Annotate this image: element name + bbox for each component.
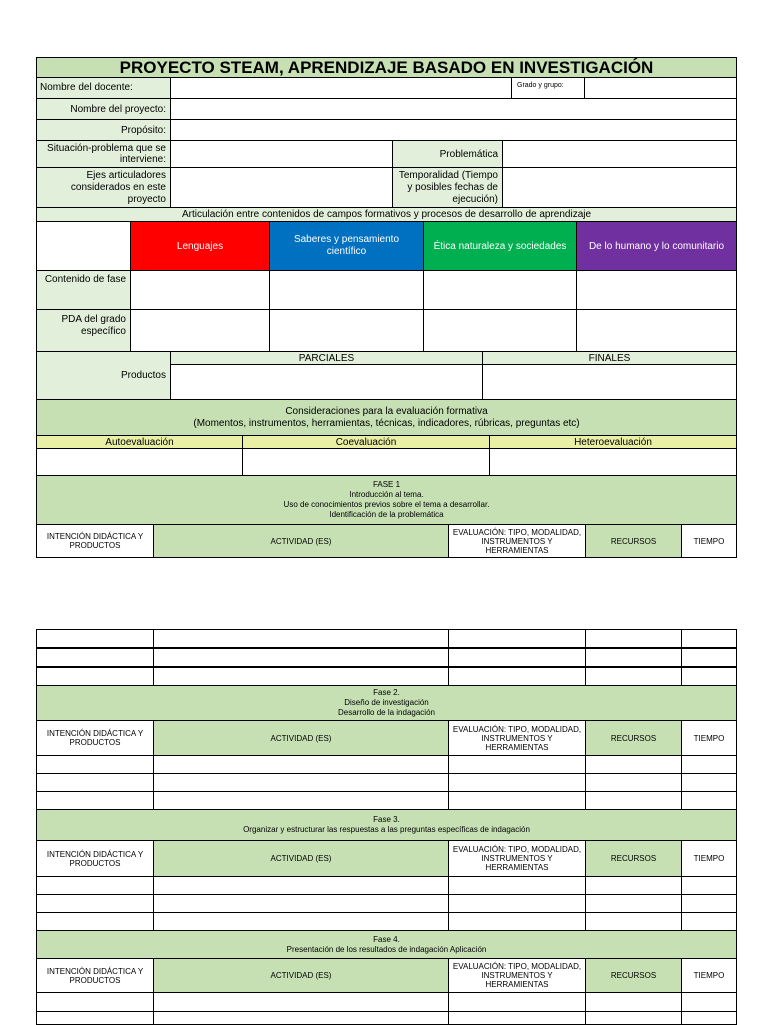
fase3-col-actividad-label: ACTIVIDAD (ES) — [270, 854, 332, 863]
autoevaluacion-input[interactable] — [36, 448, 243, 476]
activity-table-cell[interactable] — [681, 648, 737, 667]
activity-table-cell[interactable] — [681, 755, 737, 774]
proyecto-label: Nombre del proyecto: — [70, 103, 166, 115]
finales-label: FINALES — [588, 352, 631, 364]
pda-label-cell — [36, 309, 131, 352]
campo-humano-label: De lo humano y lo comunitario — [588, 240, 725, 252]
situacion-input[interactable] — [170, 140, 393, 168]
autoevaluacion-label: Autoevaluación — [105, 436, 174, 448]
activity-table-cell[interactable] — [448, 992, 586, 1012]
heteroevaluacion-header — [489, 435, 737, 449]
fase2-line3: Desarrollo de la indagación — [338, 708, 435, 717]
activity-table-cell[interactable] — [448, 773, 586, 792]
activity-table-cell[interactable] — [153, 912, 449, 931]
finales-input[interactable] — [482, 364, 737, 400]
activity-table-cell[interactable] — [681, 773, 737, 792]
activity-table-cell[interactable] — [585, 1011, 682, 1025]
activity-table-cell[interactable] — [585, 791, 682, 810]
pda-saberes[interactable] — [269, 309, 424, 352]
fase3-col-recursos-label: RECURSOS — [610, 854, 657, 863]
fase1-col-actividad-label: ACTIVIDAD (ES) — [270, 536, 332, 546]
fase2-col-tiempo — [681, 720, 737, 756]
activity-table-cell[interactable] — [448, 629, 586, 648]
campo-etica — [423, 221, 577, 271]
activity-table-cell[interactable] — [448, 755, 586, 774]
fase2-col-actividad-label: ACTIVIDAD (ES) — [270, 733, 332, 743]
activity-table-cell[interactable] — [36, 791, 154, 810]
problematica-label-cell — [392, 140, 503, 168]
activity-table-cell[interactable] — [153, 894, 449, 913]
fase3-col-actividad — [153, 840, 449, 877]
pda-humano[interactable] — [576, 309, 737, 352]
fase1-line3: Uso de conocimientos previos sobre el tema a desarrollar. — [283, 500, 490, 509]
activity-table-cell[interactable] — [36, 667, 154, 686]
grado-label: Grado y grupo: — [517, 82, 564, 89]
fase2-col-recursos-label: RECURSOS — [610, 733, 657, 743]
activity-table-cell[interactable] — [681, 667, 737, 686]
fase2-col-tiempo-label: TIEMPO — [693, 733, 725, 743]
activity-table-cell[interactable] — [681, 629, 737, 648]
coevaluacion-input[interactable] — [242, 448, 490, 476]
autoevaluacion-header — [36, 435, 243, 449]
temporalidad-label: Temporalidad (Tiempo y posibles fechas de ejecución) — [398, 169, 498, 205]
contenido-lenguajes[interactable] — [130, 270, 270, 310]
activity-table-cell[interactable] — [448, 894, 586, 913]
activity-table-cell[interactable] — [585, 992, 682, 1012]
activity-table-cell[interactable] — [681, 912, 737, 931]
contenido-etica[interactable] — [423, 270, 577, 310]
parciales-input[interactable] — [170, 364, 483, 400]
parciales-label: PARCIALES — [298, 352, 355, 364]
consideraciones-line2: (Momentos, instrumentos, herramientas, técnicas, indicadores, rúbricas, preguntas etc) — [193, 417, 580, 429]
activity-table-cell[interactable] — [448, 648, 586, 667]
fase1-col-evaluacion-label: EVALUACIÓN: TIPO, MODALIDAD, INSTRUMENTOS Y HERRAMIENTAS — [452, 527, 582, 555]
fase4-col-recursos — [585, 958, 682, 993]
fase3-col-evaluacion — [448, 840, 586, 877]
campo-saberes-label: Saberes y pensamiento científico — [293, 234, 400, 257]
fase4-line1: Fase 4. — [373, 934, 400, 944]
activity-table-cell[interactable] — [36, 894, 154, 913]
activity-table-cell[interactable] — [585, 755, 682, 774]
activity-table-cell[interactable] — [448, 876, 586, 895]
activity-table-cell[interactable] — [153, 1011, 449, 1025]
fase1-header — [36, 475, 737, 525]
fase2-col-intencion — [36, 720, 154, 756]
activity-table-cell[interactable] — [585, 912, 682, 931]
activity-table-cell[interactable] — [153, 992, 449, 1012]
heteroevaluacion-label: Heteroevaluación — [574, 436, 652, 448]
campo-saberes — [269, 221, 424, 271]
activity-table-cell[interactable] — [153, 773, 449, 792]
activity-table-cell[interactable] — [36, 648, 154, 667]
problematica-input[interactable] — [502, 140, 737, 168]
activity-table-cell[interactable] — [681, 1011, 737, 1025]
fase1-col-intencion-label: INTENCIÓN DIDÁCTICA Y PRODUCTOS — [46, 532, 144, 550]
activity-table-cell[interactable] — [448, 667, 586, 686]
fase3-col-intencion — [36, 840, 154, 877]
activity-table-cell[interactable] — [36, 629, 154, 648]
contenido-saberes[interactable] — [269, 270, 424, 310]
fase1-col-tiempo-label: TIEMPO — [693, 536, 725, 546]
temporalidad-label-cell — [392, 167, 503, 208]
activity-table-cell[interactable] — [681, 992, 737, 1012]
fase4-col-actividad — [153, 958, 449, 993]
fase1-line4: Identificación de la problemática — [329, 510, 444, 519]
fase4-col-tiempo — [681, 958, 737, 993]
temporalidad-input[interactable] — [502, 167, 737, 208]
fase3-col-recursos — [585, 840, 682, 877]
fase3-col-tiempo-label: TIEMPO — [693, 854, 725, 863]
consideraciones-line1: Consideraciones para la evaluación formativa — [285, 405, 488, 417]
fase2-line2: Diseño de investigación — [344, 698, 429, 707]
consideraciones-row — [36, 399, 737, 436]
activity-table-cell[interactable] — [585, 773, 682, 792]
fase1-col-actividad — [153, 524, 449, 558]
campo-etica-label: Ética naturaleza y sociedades — [433, 240, 567, 252]
fase3-col-intencion-label: INTENCIÓN DIDÁCTICA Y PRODUCTOS — [46, 849, 144, 868]
fase3-col-tiempo — [681, 840, 737, 877]
activity-table-cell[interactable] — [36, 773, 154, 792]
activity-table-cell[interactable] — [153, 755, 449, 774]
fase1-col-evaluacion — [448, 524, 586, 558]
activity-table-cell[interactable] — [36, 1011, 154, 1025]
activity-table-cell[interactable] — [585, 648, 682, 667]
ejes-label-cell — [36, 167, 171, 208]
coevaluacion-label: Coevaluación — [335, 436, 397, 448]
fase2-col-evaluacion-label: EVALUACIÓN: TIPO, MODALIDAD, INSTRUMENTOS Y HERRAMIENTAS — [452, 724, 582, 752]
activity-table-cell[interactable] — [153, 667, 449, 686]
fase3-col-evaluacion-label: EVALUACIÓN: TIPO, MODALIDAD, INSTRUMENTOS Y HERRAMIENTAS — [452, 845, 582, 872]
fase4-col-intencion-label: INTENCIÓN DIDÁCTICA Y PRODUCTOS — [46, 966, 144, 985]
situacion-label: Situación-problema que se interviene: — [47, 143, 166, 165]
activity-table-cell[interactable] — [681, 791, 737, 810]
activity-table-cell[interactable] — [448, 791, 586, 810]
coevaluacion-header — [242, 435, 490, 449]
activity-table-cell[interactable] — [153, 648, 449, 667]
pda-etica[interactable] — [423, 309, 577, 352]
fase1-col-intencion — [36, 524, 154, 558]
fase1-line1: FASE 1 — [372, 480, 401, 489]
fase4-line2: Presentación de los resultados de indagación Aplicación — [286, 944, 487, 954]
campo-lenguajes — [130, 221, 270, 271]
docente-label-cell — [36, 77, 171, 99]
activity-table-cell[interactable] — [585, 894, 682, 913]
docente-label: Nombre del docente: — [40, 82, 133, 93]
activity-table-cell[interactable] — [448, 912, 586, 931]
proyecto-label-cell — [36, 98, 171, 120]
fase2-col-evaluacion — [448, 720, 586, 756]
activity-table-cell[interactable] — [448, 1011, 586, 1025]
document-title: PROYECTO STEAM, APRENDIZAJE BASADO EN INVESTIGACIÓN — [119, 57, 654, 77]
fase4-col-intencion — [36, 958, 154, 993]
proposito-label: Propósito: — [120, 124, 166, 136]
productos-label-cell — [36, 351, 171, 400]
docente-input[interactable] — [170, 77, 512, 99]
fase2-col-intencion-label: INTENCIÓN DIDÁCTICA Y PRODUCTOS — [46, 729, 144, 747]
productos-label: Productos — [120, 370, 166, 381]
fase3-line1: Fase 3. — [373, 815, 400, 824]
campo-humano — [576, 221, 737, 271]
campo-lenguajes-label: Lenguajes — [176, 240, 224, 252]
fase4-col-evaluacion — [448, 958, 586, 993]
activity-table-cell[interactable] — [153, 876, 449, 895]
parciales-header — [170, 351, 483, 365]
activity-table-cell[interactable] — [36, 876, 154, 895]
activity-table-cell[interactable] — [585, 876, 682, 895]
contenido-humano[interactable] — [576, 270, 737, 310]
activity-table-cell[interactable] — [681, 876, 737, 895]
activity-table-cell[interactable] — [585, 629, 682, 648]
activity-table-cell[interactable] — [585, 667, 682, 686]
fase4-col-recursos-label: RECURSOS — [610, 971, 657, 980]
proposito-input[interactable] — [170, 119, 737, 141]
activity-table-cell[interactable] — [681, 894, 737, 913]
finales-header — [482, 351, 737, 365]
articulacion-label: Articulación entre contenidos de campos formativos y procesos de desarrollo de aprendizaje — [181, 209, 592, 220]
problematica-label: Problemática — [439, 148, 498, 160]
fase1-col-recursos-label: RECURSOS — [610, 536, 657, 546]
fase2-col-actividad — [153, 720, 449, 756]
fase2-col-recursos — [585, 720, 682, 756]
fase2-header — [36, 685, 737, 721]
fase3-header — [36, 809, 737, 841]
activity-table-cell[interactable] — [36, 755, 154, 774]
campos-corner — [36, 221, 131, 271]
activity-table-cell[interactable] — [153, 629, 449, 648]
pda-label: PDA del grado específico — [61, 314, 126, 337]
situacion-label-cell — [36, 140, 171, 168]
activity-table-cell[interactable] — [36, 912, 154, 931]
ejes-label: Ejes articuladores considerados en este proyecto — [70, 169, 166, 205]
proyecto-input[interactable] — [170, 98, 737, 120]
articulacion-row — [36, 207, 737, 222]
fase4-col-actividad-label: ACTIVIDAD (ES) — [270, 971, 332, 980]
heteroevaluacion-input[interactable] — [489, 448, 737, 476]
contenido-label-cell — [36, 270, 131, 310]
fase4-col-evaluacion-label: EVALUACIÓN: TIPO, MODALIDAD, INSTRUMENTOS Y HERRAMIENTAS — [452, 962, 582, 989]
fase1-col-tiempo — [681, 524, 737, 558]
contenido-label: Contenido de fase — [44, 274, 126, 285]
fase3-line2: Organizar y estructurar las respuestas a las preguntas específicas de indagación — [243, 825, 530, 834]
fase4-col-tiempo-label: TIEMPO — [693, 971, 725, 980]
activity-table-cell[interactable] — [153, 791, 449, 810]
fase4-header — [36, 930, 737, 959]
pda-lenguajes[interactable] — [130, 309, 270, 352]
fase1-col-recursos — [585, 524, 682, 558]
fase2-line1: Fase 2. — [373, 688, 400, 697]
document-title-row — [36, 57, 737, 78]
grado-input[interactable] — [584, 77, 737, 99]
activity-table-cell[interactable] — [36, 992, 154, 1012]
grado-cell[interactable] — [511, 77, 585, 99]
proposito-label-cell — [36, 119, 171, 141]
fase1-line2: Introducción al tema. — [349, 490, 424, 499]
ejes-input[interactable] — [170, 167, 393, 208]
